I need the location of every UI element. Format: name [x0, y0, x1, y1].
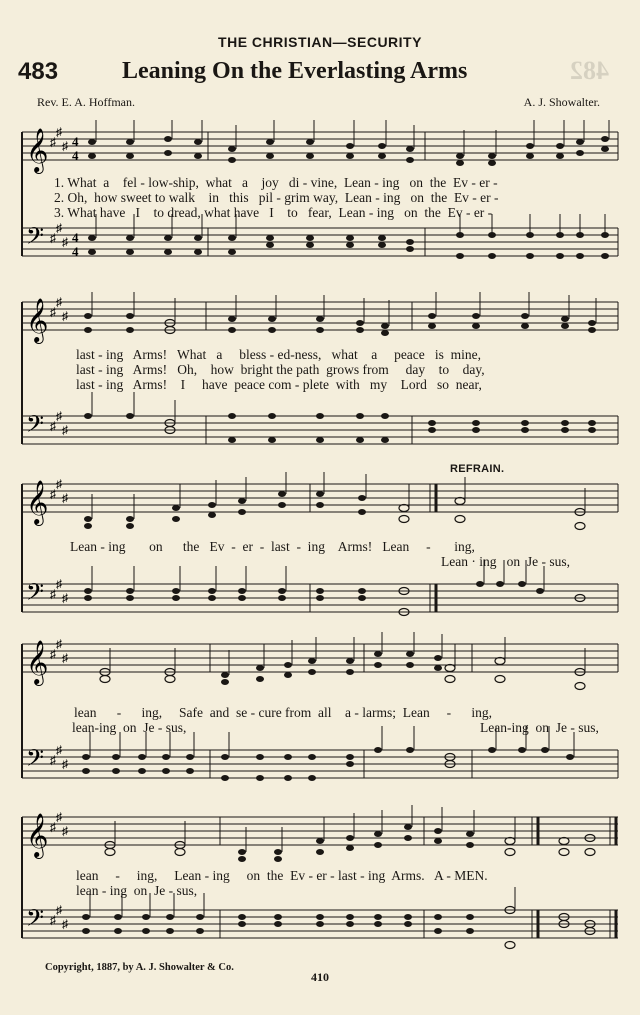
refrain-label: REFRAIN.	[450, 463, 505, 475]
svg-text:♯: ♯	[56, 221, 62, 235]
svg-text:𝄢: 𝄢	[26, 744, 45, 777]
lyric-line: 2. Oh, how sweet to walk in this pil - grim way, Lean - ing on the Ev - er -	[54, 190, 499, 205]
svg-text:♯: ♯	[62, 917, 68, 931]
svg-text:♯: ♯	[62, 757, 68, 771]
svg-text:♯: ♯	[50, 135, 56, 149]
lyric-line: Lean · ing on Je - sus,	[441, 554, 570, 569]
lyric-line: 3. What have I to dread, what have I to fear, Lean - ing on the Ev - er -	[54, 205, 493, 220]
lyric-line: Lean - ing on the Ev - er - last - ing Arms! Lean - ing,	[70, 539, 475, 554]
svg-text:♯: ♯	[50, 587, 56, 601]
svg-text:♯: ♯	[56, 637, 62, 651]
svg-text:𝄢: 𝄢	[26, 904, 45, 937]
lyric-line: Lean-ing on Je - sus,	[480, 720, 599, 735]
svg-text:♯: ♯	[50, 487, 56, 501]
lyric-line: lean - ing on Je - sus,	[76, 883, 198, 898]
lyric-line: last - ing Arms! What a bless - ed-ness, what a peace is mine,	[76, 347, 482, 362]
lyric-line: 1. What a fel - low-ship, what a joy di - vine, Lean - ing on the Ev - er -	[54, 175, 498, 190]
svg-text:♯: ♯	[50, 753, 56, 767]
music-system-1	[20, 120, 620, 270]
music-system-2	[20, 290, 620, 450]
svg-text:♯: ♯	[62, 139, 68, 153]
svg-text:4: 4	[72, 230, 79, 245]
svg-text:♯: ♯	[56, 810, 62, 824]
copyright-notice: Copyright, 1887, by A. J. Showalter & Co.	[45, 962, 234, 973]
svg-text:♯: ♯	[50, 419, 56, 433]
svg-text:4: 4	[72, 148, 79, 163]
hymn-title: Leaning On the Everlasting Arms	[122, 58, 468, 84]
svg-text:𝄢: 𝄢	[26, 578, 45, 611]
svg-text:♯: ♯	[50, 820, 56, 834]
svg-text:𝄞: 𝄞	[26, 480, 49, 524]
lyric-line: last - ing Arms! Oh, how bright the path grows from day to day,	[76, 362, 485, 377]
svg-text:♯: ♯	[62, 591, 68, 605]
svg-text:♯: ♯	[62, 824, 68, 838]
hymn-number: 483	[18, 58, 59, 85]
svg-text:𝄢: 𝄢	[26, 410, 45, 443]
svg-text:♯: ♯	[56, 743, 62, 757]
svg-text:♯: ♯	[62, 235, 68, 249]
page-number: 410	[311, 970, 329, 984]
svg-text:𝄞: 𝄞	[26, 298, 49, 342]
music-system-3	[20, 472, 620, 632]
svg-text:♯: ♯	[56, 409, 62, 423]
bleed-through-number: 482	[570, 56, 609, 85]
svg-text:♯: ♯	[62, 651, 68, 665]
svg-text:♯: ♯	[56, 295, 62, 309]
svg-text:♯: ♯	[56, 903, 62, 917]
svg-text:♯: ♯	[62, 491, 68, 505]
svg-text:♯: ♯	[50, 913, 56, 927]
lyric-line: lean - ing, Lean - ing on the Ev - er - last - ing Arms. A - MEN.	[76, 868, 488, 883]
composer-credit: A. J. Showalter.	[523, 95, 600, 109]
svg-text:♯: ♯	[50, 647, 56, 661]
svg-text:♯: ♯	[56, 125, 62, 139]
svg-text:4: 4	[72, 134, 79, 149]
lyric-line: lean-ing on Je - sus,	[72, 720, 187, 735]
svg-text:♯: ♯	[50, 305, 56, 319]
svg-text:𝄢: 𝄢	[26, 222, 45, 255]
svg-text:4: 4	[72, 244, 79, 259]
svg-text:♯: ♯	[62, 309, 68, 323]
music-system-4	[20, 632, 620, 797]
svg-text:♯: ♯	[62, 423, 68, 437]
svg-text:𝄞: 𝄞	[26, 128, 49, 172]
svg-text:♯: ♯	[56, 477, 62, 491]
svg-text:𝄞: 𝄞	[26, 813, 49, 857]
svg-text:♯: ♯	[56, 577, 62, 591]
lyric-line: lean - ing, Safe and se - cure from all a - larms; Lean - ing,	[74, 705, 492, 720]
section-title: THE CHRISTIAN—SECURITY	[218, 34, 422, 50]
svg-text:𝄞: 𝄞	[26, 640, 49, 684]
music-system-5	[20, 805, 620, 955]
author-credit: Rev. E. A. Hoffman.	[37, 95, 135, 109]
lyric-line: last - ing Arms! I have peace com - plete with my Lord so near,	[76, 377, 482, 392]
svg-text:♯: ♯	[50, 231, 56, 245]
